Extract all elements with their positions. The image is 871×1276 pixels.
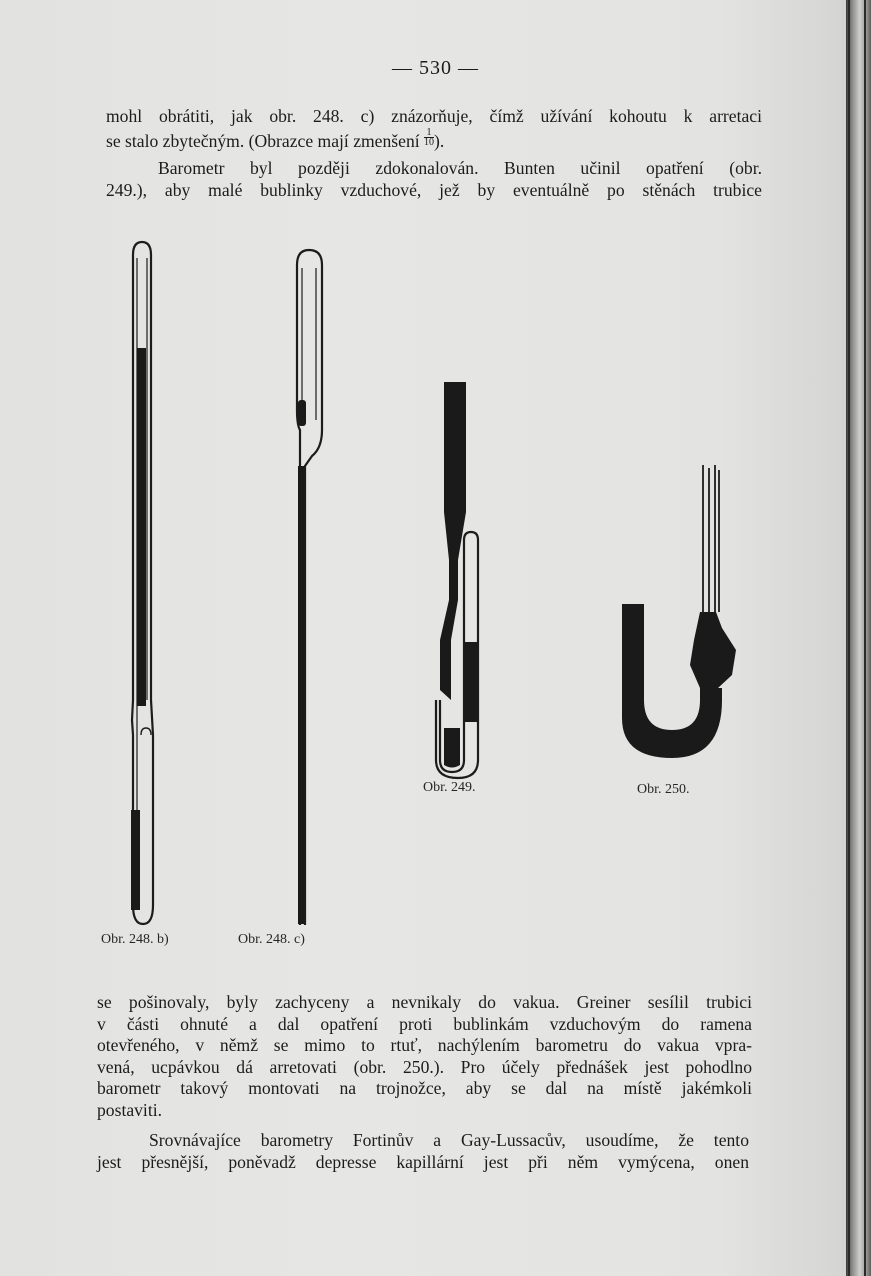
caption-fig-248c: Obr. 248. c) xyxy=(238,932,305,947)
paragraph-bottom xyxy=(97,1130,749,1173)
fraction-denominator: 10 xyxy=(424,136,435,148)
caption-fig-250: Obr. 250. xyxy=(637,782,690,797)
figure-248b-mercury-column xyxy=(137,348,146,706)
figure-249-mercury-open-leg xyxy=(464,642,477,722)
text-line: v části ohnuté a dal opatření proti bublinkám vzduchovým do ramena xyxy=(97,1013,752,1034)
caption-fig-248b: Obr. 248. b) xyxy=(101,932,169,947)
caption-fig-249: Obr. 249. xyxy=(423,780,476,795)
paragraph-middle xyxy=(97,992,752,1122)
figure-249-apparatus xyxy=(436,382,478,778)
figure-248c-mercury-drop xyxy=(298,400,306,426)
text-fragment: ). xyxy=(434,130,445,151)
text-line: Srovnávajíce barometry Fortinův a Gay-Lussacův, usoudíme, že tento xyxy=(149,1130,749,1150)
text-fragment: se stalo zbytečným. (Obrazce mají zmenšení xyxy=(106,130,420,151)
text-line: se pošinovaly, byly zachyceny a nevnikaly do vakua. Greiner sesílil trubici xyxy=(97,992,752,1012)
text-line: jest přesnější, poněvadž depresse kapillární jest při něm vymýcena, onen xyxy=(97,1151,749,1172)
text-line: Barometr byl později zdokonalován. Bunten učinil opatření (obr. xyxy=(158,158,762,179)
page-number: — 530 — xyxy=(392,57,479,79)
figure-248c-mercury-column xyxy=(298,466,304,924)
text-line: otevřeného, v němž se mimo to rtuť, nachýlením barometru do vakua vpra- xyxy=(97,1035,752,1056)
fraction-numerator: 1 xyxy=(424,128,434,138)
figure-248b-mercury-short-leg xyxy=(131,810,140,910)
figure-249-capillary xyxy=(440,512,466,700)
text-line: vená, ucpávkou dá arretovati (obr. 250.). Pro účely přednášek jest pohodlno xyxy=(97,1056,752,1077)
figure-249-upper-tube xyxy=(444,382,466,512)
figure-249-mercury-bottom xyxy=(444,728,460,768)
figure-250-bulb xyxy=(690,612,736,688)
figure-250-apparatus xyxy=(622,465,736,758)
text-line: mohl obrátiti, jak obr. 248. c) znázorňuje, čímž užívání kohoutu k arretaci xyxy=(106,106,762,126)
text-line: barometr takový montovati na trojnožce, aby se dal na místě jakémkoli xyxy=(97,1078,752,1099)
text-line: postaviti. xyxy=(97,1099,162,1120)
text-line: 249.), aby malé bublinky vzduchové, jež by eventuálně po stěnách trubice xyxy=(106,179,762,200)
